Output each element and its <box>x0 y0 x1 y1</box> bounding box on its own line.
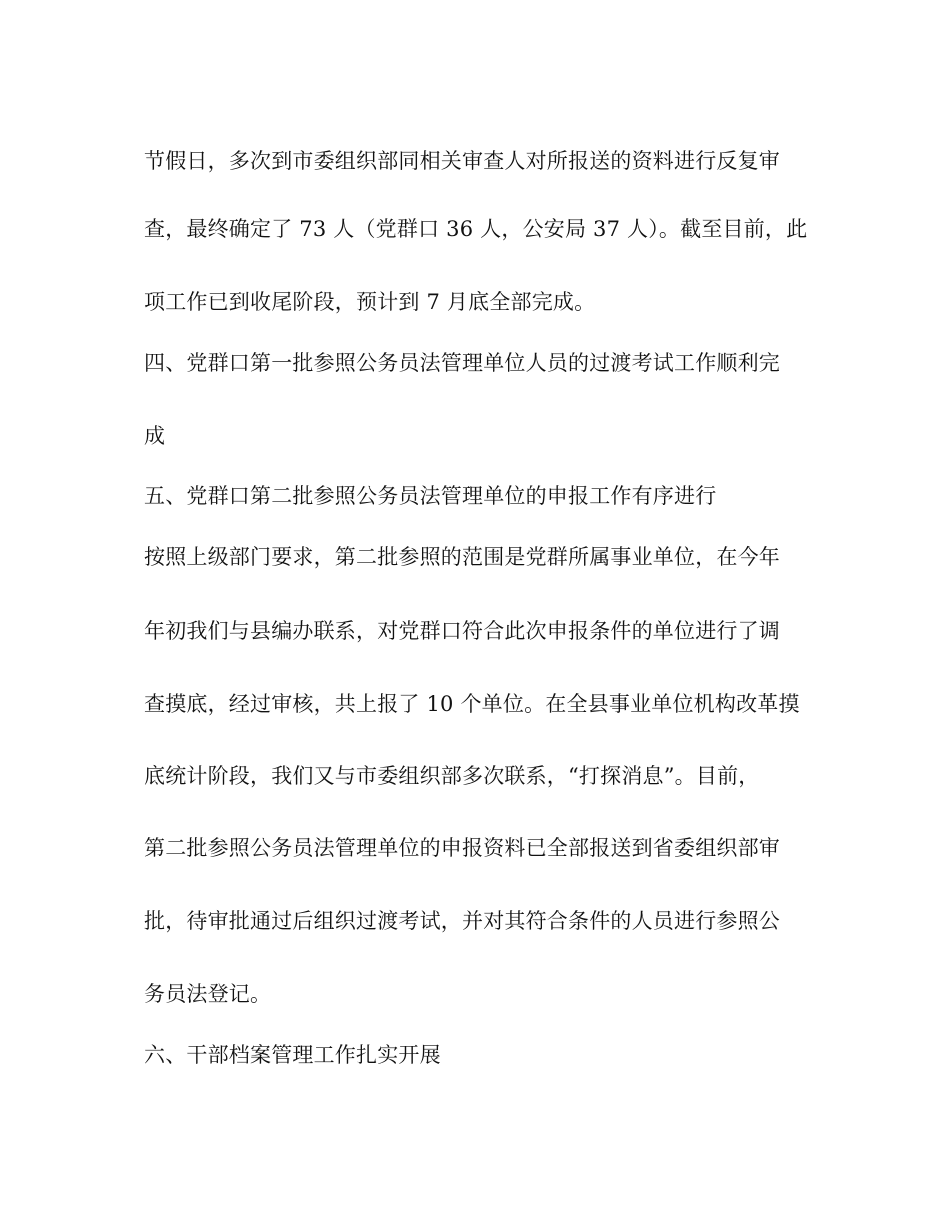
text-line: 查，最终确定了 73 人（党群口 36 人，公安局 37 人）。截至目前，此 <box>144 217 808 241</box>
text-line: 务员法登记。 <box>144 982 272 1006</box>
text-line: 年初我们与县编办联系，对党群口符合此次申报条件的单位进行了调 <box>144 619 780 643</box>
section-heading-6: 六、干部档案管理工作扎实开展 <box>144 1043 441 1067</box>
section-heading-4: 四、党群口第一批参照公务员法管理单位人员的过渡考试工作顺利完 <box>144 351 780 375</box>
text-line: 第二批参照公务员法管理单位的申报资料已全部报送到省委组织部审 <box>144 836 780 860</box>
text-line: 按照上级部门要求，第二批参照的范围是党群所属事业单位，在今年 <box>144 545 780 569</box>
section-heading-4-cont: 成 <box>144 424 166 448</box>
text-line: 底统计阶段，我们又与市委组织部多次联系，“打探消息”。目前， <box>144 764 760 788</box>
text-line: 批，待审批通过后组织过渡考试，并对其符合条件的人员进行参照公 <box>144 909 780 933</box>
section-heading-5: 五、党群口第二批参照公务员法管理单位的申报工作有序进行 <box>144 484 717 508</box>
text-line: 节假日，多次到市委组织部同相关审查人对所报送的资料进行反复审 <box>144 149 780 173</box>
text-line: 查摸底，经过审核，共上报了 10 个单位。在全县事业单位机构改革摸 <box>144 692 800 716</box>
text-line: 项工作已到收尾阶段，预计到 7 月底全部完成。 <box>144 290 596 314</box>
